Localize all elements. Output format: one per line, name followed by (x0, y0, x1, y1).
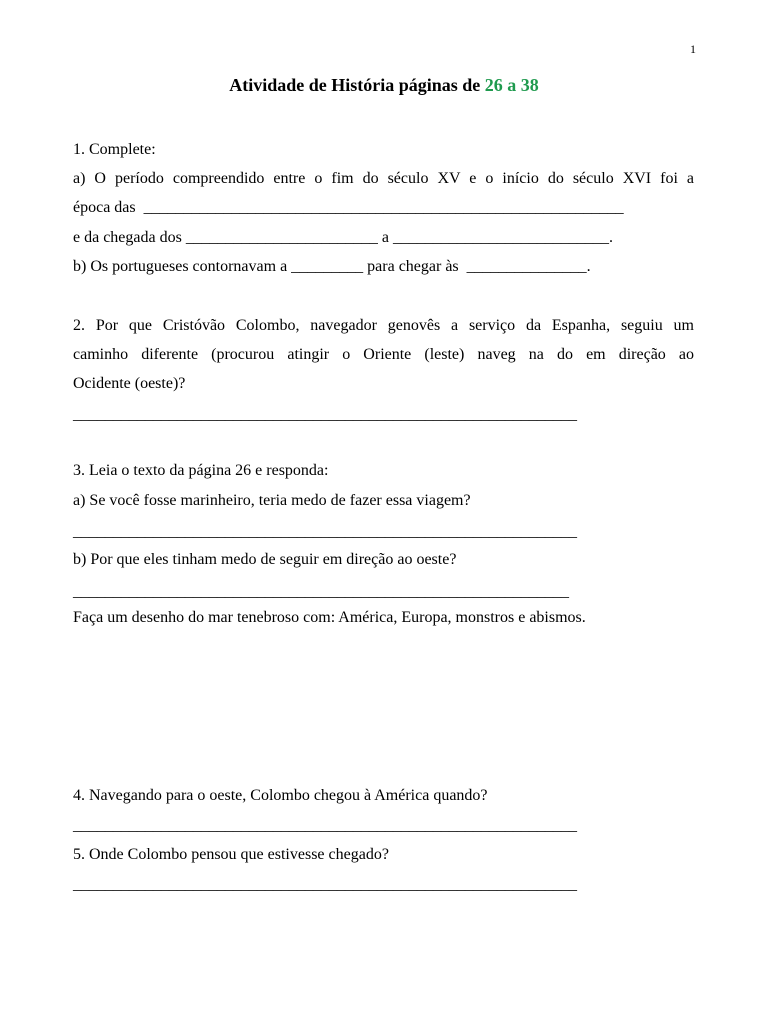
q1-b-line: b) Os portugueses contornavam a _________ para chegar às _______________. (73, 258, 591, 275)
q3-a-question: a) Se você fosse marinheiro, teria medo de fazer essa viagem? (73, 492, 471, 509)
q3-b-answer-line: ______________________________________________________________ (73, 583, 569, 600)
q2-line-1: 2. Por que Cristóvão Colombo, navegador genovês a serviço da Espanha, seguiu um (73, 317, 694, 334)
q5-answer-line: _______________________________________________________________ (73, 876, 577, 893)
q2-line-2: caminho diferente (procurou atingir o Oriente (leste) naveg na do em direção ao (73, 346, 694, 363)
q4-question: 4. Navegando para o oeste, Colombo chegou à América quando? (73, 787, 488, 804)
q3-a-answer-line: _______________________________________________________________ (73, 523, 577, 540)
q3-b-question: b) Por que eles tinham medo de seguir em direção ao oeste? (73, 551, 457, 568)
q4-answer-line: _______________________________________________________________ (73, 817, 577, 834)
title-page-range: 26 a 38 (484, 75, 539, 95)
page-title (0, 75, 768, 96)
q1-a-line-1: a) O período compreendido entre o fim do século XV e o início do século XVI foi a (73, 170, 694, 187)
q2-line-3: Ocidente (oeste)? (73, 375, 186, 392)
page-number: 1 (690, 42, 696, 56)
title-text: Atividade de História páginas de (229, 75, 485, 95)
q1-heading: 1. Complete: (73, 141, 156, 158)
q2-answer-line: _______________________________________________________________ (73, 406, 577, 423)
q1-a-line-2: época das ____________________________________________________________ (73, 199, 624, 216)
q1-a-line-3: e da chegada dos ________________________ a ___________________________. (73, 229, 613, 246)
q3-drawing-instruction: Faça um desenho do mar tenebroso com: América, Europa, monstros e abismos. (73, 609, 586, 626)
q5-question: 5. Onde Colombo pensou que estivesse chegado? (73, 846, 389, 863)
q3-heading: 3. Leia o texto da página 26 e responda: (73, 462, 329, 479)
